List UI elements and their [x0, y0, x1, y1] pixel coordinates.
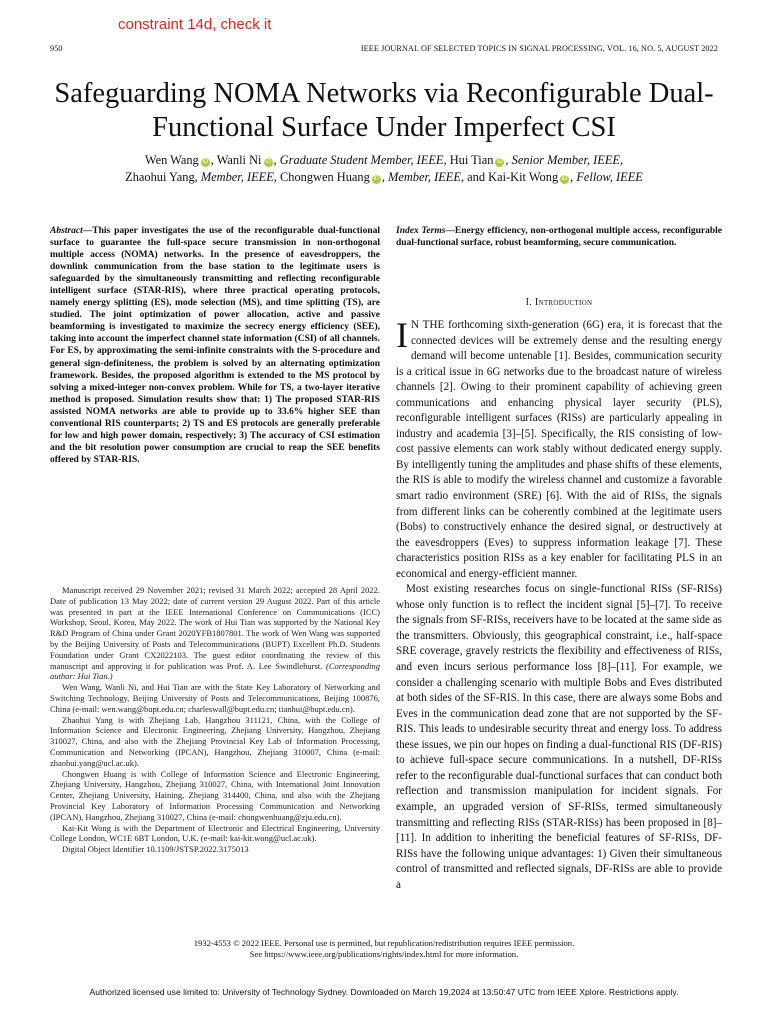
- drop-cap: I: [396, 315, 408, 355]
- copyright-rights-link[interactable]: See https://www.ieee.org/publications/rights/index.html for more information.: [249, 949, 519, 959]
- running-header: [50, 44, 718, 53]
- author-name: Hui Tian: [446, 153, 494, 167]
- orcid-icon[interactable]: iD: [561, 176, 568, 182]
- author-name: Wen Wang: [144, 153, 199, 167]
- footnote-affiliation: Wen Wang, Wanli Ni, and Hui Tian are with the State Key Laboratory of Networking and Switching Technology, Beijing University of Posts and Telecommunications, Beijing 100876, China (e-mail: wen.wang@bupt.edu.cn; charleswall@bupt.edu.cn; tianhui@bupt.edu.cn).: [50, 682, 380, 714]
- intro-paragraph: [396, 315, 722, 582]
- author-line-1: [40, 152, 728, 169]
- orcid-icon[interactable]: iD: [265, 159, 271, 165]
- copyright-line: 1932-4553 © 2022 IEEE. Personal use is permitted, but republication/redistribution requires IEEE permission.: [193, 938, 575, 948]
- handwritten-annotation: constraint 14d, check it: [118, 16, 272, 33]
- author-name: Zhaohui Yang,: [125, 170, 198, 184]
- index-terms-label: Index Terms: [396, 226, 446, 236]
- paper-title: Safeguarding NOMA Networks via Reconfigurable Dual-Functional Surface Under Imperfect CSI: [54, 78, 714, 143]
- abstract: [50, 225, 380, 466]
- index-terms-text: —Energy efficiency, non-orthogonal multiple access, reconfigurable dual-functional surface, robust beamforming, secure communication.: [396, 226, 722, 249]
- author-line-2: [40, 169, 728, 186]
- section-heading: [396, 297, 722, 308]
- author-role: , Graduate Student Member, IEEE,: [273, 153, 447, 167]
- author-role: , Member, IEEE,: [381, 170, 465, 184]
- index-terms: [396, 225, 722, 249]
- author-role: , Fellow, IEEE: [570, 170, 643, 184]
- abstract-text: —This paper investigates the use of the reconfigurable dual-functional surface to guarantee the full-space secure transmission in non-orthogonal multiple access (NOMA) networks. In the presence of eavesdroppers, the downlink communication from the base station to the legitimate users is safeguarded by the simultaneously transmitting and reflecting reconfigurable intelligent surface (STAR-RIS), where three practical operating protocols, namely energy splitting (ES), mode selection (MS), and time splitting (TS), are studied. The joint optimization of power allocation, active and passive beamforming is investigated to maximize the secrecy energy efficiency (SEE), taking into account the imperfect channel state information (CSI) of all channels. For ES, by approximating the semi-infinite constraints with the S-procedure and general sign-definiteness, the problem is solved by an alternating optimization framework. Besides, the proposed algorithm is extended to the MS protocol by solving a mixed-integer non-convex problem. While for TS, a two-layer iterative method is proposed. Simulation results show that: 1) The proposed STAR-RIS assisted NOMA networks are able to provide up to 33.6% higher SEE than conventional RIS counterparts; 2) TS and ES protocols are generally preferable for low and high power domain, respectively; 3) The accuracy of CSI estimation and the bit resolution power consumption are crucial to reap the SEE benefits offered by STAR-RIS.: [50, 226, 380, 465]
- section-numeral: I.: [525, 297, 533, 308]
- orcid-icon[interactable]: iD: [202, 159, 209, 165]
- footnote-received: [50, 585, 380, 682]
- orcid-icon[interactable]: iD: [373, 176, 380, 182]
- author-name: and Kai-Kit Wong: [464, 170, 559, 184]
- footnote-text: Manuscript received 29 November 2021; revised 31 March 2022; accepted 28 April 2022. Date of publication 13 May 2022; date of current version 29 August 2022. Part of this article was presented in part at the IEEE International Conference on Communications (ICC) Workshop, Seoul, Korea, May 2022. The work of Hui Tian was supported by the National Key R&D Program of China under Grant 2020YFB1807801. The work of Wen Wang was supported by the Beijing University of Posts and Telecommunications (BUPT) Excellent Ph.D. Students Foundation under Grant CX2022103. The guest editor coordinating the review of this manuscript and approving it for publication was Prof. A. Lee Swindlehurst.: [50, 585, 380, 671]
- author-role: Member, IEEE,: [197, 170, 277, 184]
- page-number: 950: [50, 44, 63, 53]
- footnote-affiliation: Zhaohui Yang is with Zhejiang Lab, Hangzhou 311121, China, with the College of Information Science and Electronic Engineering, Zhejiang University, Hangzhou, Zhejiang 310027, China, and also with the Zhejiang Provincial Key Lab of Information Processing, Communication and Networking (IPCAN), Hangzhou, Zhejiang 310007, China (e-mail: zhaohui.yang@ucl.ac.uk).: [50, 714, 380, 768]
- footnote-affiliation: Kai-Kit Wong is with the Department of Electronic and Electrical Engineering, University College London, WC1E 6BT London, U.K. (e-mail: kai-kit.wong@ucl.ac.uk).: [50, 822, 380, 844]
- section-title: Introduction: [534, 297, 593, 308]
- author-name: , Wanli Ni: [210, 153, 262, 167]
- footnote-affiliation: Chongwen Huang is with College of Information Science and Electronic Engineering, Zhejiang University, Hangzhou, Zhejiang 310027, China, with International Joint Innovation Center, Zhejiang University, Haining, Zhejiang 314400, China, and also with the Zhejiang Provincial Key Laboratory of Information Processing Communication and Networking (IPCAN), Hangzhou, Zhejiang 310027, China (e-mail: chongwenhuang@zju.edu.cn).: [50, 768, 380, 822]
- intro-lead-in: N THE: [411, 319, 445, 331]
- author-name: Chongwen Huang: [276, 170, 370, 184]
- introduction-body: [396, 315, 722, 893]
- copyright-notice: [40, 938, 728, 960]
- journal-name: IEEE JOURNAL OF SELECTED TOPICS IN SIGNAL PROCESSING, VOL. 16, NO. 5, AUGUST 2022: [360, 44, 718, 53]
- footnotes: [50, 585, 380, 855]
- corresponding-author: (Corresponding author: Hui Tian.): [50, 660, 380, 682]
- author-list: [40, 152, 728, 186]
- orcid-icon[interactable]: iD: [497, 159, 503, 165]
- intro-text: forthcoming sixth-generation (6G) era, it is forecast that the connected devices will be extremely dense and the resulting energy demand will become untenable [1]. Besides, communication security is a critical issue in 6G networks due to the broadcast nature of wireless channels [2]. Owing to their prominent capability of achieving green communications and enhancing physical layer security (PLS), reconfigurable intelligent surfaces (RISs) are particularly appealing in industry and academia [3]–[5]. Specifically, the RIS consisting of low-cost passive elements can work stably without dedicated energy supply. By intelligently tuning the amplitudes and phase shifts of these elements, the RIS is able to modify the wireless channel and customize a favorable smart radio environment (SRE) [6]. With the aid of RISs, the signals from different links can be coherently combined at the legitimate users (Bobs) to constructively enhance the desired signal, or destructively at the eavesdroppers (Eves) to suppress information leakage [7]. These characteristics position RISs as a key enabler for facilitating PLS in an economical and energy-efficient manner.: [396, 319, 722, 580]
- footnote-doi: Digital Object Identifier 10.1109/JSTSP.2022.3175013: [62, 844, 249, 855]
- abstract-label: Abstract: [50, 226, 83, 236]
- author-role: , Senior Member, IEEE,: [505, 153, 624, 167]
- license-notice: Authorized licensed use limited to: University of Technology Sydney. Downloaded on March 19,2024 at 13:50:47 UTC from IEEE Xplore. Restrictions apply.: [89, 987, 679, 997]
- intro-paragraph: Most existing researches focus on single-functional RISs (SF-RISs) whose only function is to reflect the incident signal [5]–[7]. To receive the signals from SF-RISs, receivers have to be located at the same side as the transmitters. Obviously, this geographical constraint, i.e., half-space SRE coverage, gravely restricts the flexibility and effectiveness of RISs, and even incurs serious performance loss [8]–[11]. For example, we consider a challenging scenario with multiple Bobs and Eves distributed at both sides of the SF-RIS. In this case, there are always some Bobs and Eves in the communication dead zone that are not supported by the SF-RIS. This leads to undesirable security threat and energy loss. To address these issues, we pin our hopes on finding a dual-functional RIS (DF-RIS) to achieve full-space secure communications. In a nutshell, DF-RISs refer to the reconfigurable dual-functional surfaces that can conduct both reflection and transmission manipulation for incident signals. For example, an upgraded version of SF-RISs, termed simultaneously transmitting and reflecting RISs (STAR-RISs) has been proposed in [8]–[11]. In addition to inheriting the beneficial features of SF-RISs, DF-RISs have the following unique advantages: 1) Given their simultaneous control of transmitted and reflected signals, DF-RISs are able to provide a: [396, 583, 722, 891]
